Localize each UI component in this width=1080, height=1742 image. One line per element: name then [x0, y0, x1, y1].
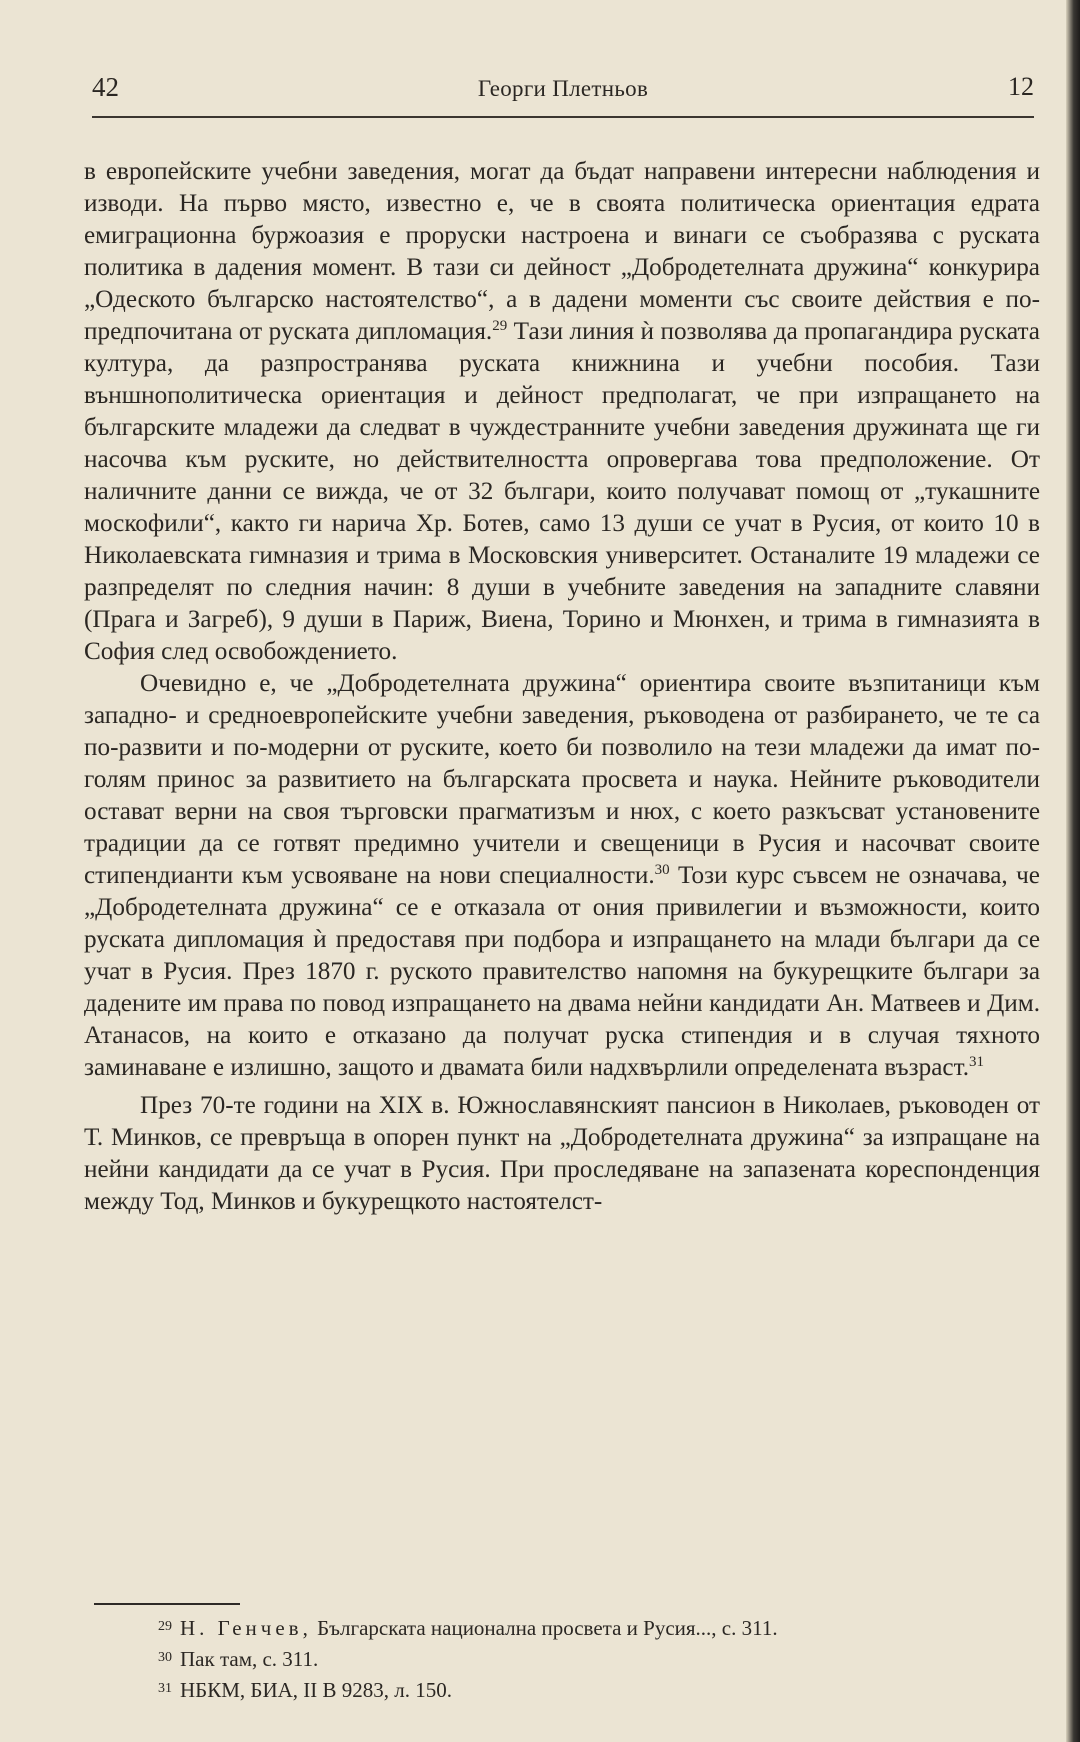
footnote-ref-31[interactable]: 31	[969, 1054, 984, 1070]
footnote-number: 30	[158, 1650, 172, 1665]
header-rule	[92, 116, 1034, 118]
footnote-number: 31	[158, 1681, 172, 1696]
footnote-31	[158, 1674, 1048, 1705]
footnote-30	[158, 1643, 1048, 1674]
footnote-number: 29	[158, 1619, 172, 1634]
running-title: Георги Плетньов	[477, 76, 649, 101]
paragraph-text: Този курс съвсем не означава, че „Добродетелната дружина“ се е отказала от ония привилегии и възможности, които руската дипломация ѝ предоставя при подбора и изпращането на млади българи да се учат в Русия. През 1870 г. руското правителство напомня на букурещките българи за дадените им права по повод изпращането на двама нейни кандидати Ан. Матвеев и Дим. Атанасов, на които е отказано да получат руска стипендия и в случая тяхното заминаване е излишно, защото и двамата били надхвърлили определената възраст.	[84, 862, 1040, 1081]
paragraph-2	[84, 668, 1040, 1084]
footnote-29	[158, 1612, 1048, 1643]
page-header	[92, 72, 1034, 112]
footnote-text: Българската национална просвета и Русия..., с. 311.	[311, 1616, 778, 1640]
footnote-rule	[94, 1603, 240, 1605]
page-number: 42	[92, 72, 119, 102]
footnote-author: Н. Генчев,	[180, 1616, 312, 1640]
paragraph-text: През 70-те години на XIX в. Южнославянският пансион в Николаев, ръководен от Т. Минков, се превръща в опорен пункт на „Добродетелната дружина“ за изпращане на нейни кандидати да се учат в Русия. При проследяване на запазената кореспонденция между Тод, Минков и букурещкото настоятелст-	[84, 1092, 1040, 1215]
paragraph-1	[84, 156, 1040, 668]
paragraph-3	[84, 1090, 1040, 1218]
paragraph-text: Тази линия ѝ позволява да пропагандира руската култура, да разпространява руската книжнина и учебни пособия. Тази външнополитическа ориентация и дейност предполагат, че при изпращането на българските младежи да следват в чуждестранните учебни заведения дружината ще ги насочва към руските, но действителността опровергава това предположение. От наличните данни се вижда, че от 32 българи, които получават помощ от „тукашните москофили“, както ги нарича Хр. Ботев, само 13 души се учат в Русия, от които 10 в Николаевската гимназия и трима в Московския университет. Останалите 19 младежи се разпределят по следния начин: 8 души в учебните заведения на западните славяни (Прага и Загреб), 9 души в Париж, Виена, Торино и Мюнхен, и трима в гимназията в София след освобождението.	[84, 318, 1040, 665]
chapter-number: 12	[1008, 72, 1034, 101]
main-text	[84, 156, 1040, 1218]
footnotes	[158, 1612, 1048, 1705]
footnote-ref-29[interactable]: 29	[492, 318, 508, 334]
paragraph-text: в европейските учебни заведения, могат да бъдат направени интересни наблюдения и изводи. На първо място, известно е, че в своята политическа ориентация едрата емиграционна буржоазия е проруски настроена и винаги се съобразява с руската политика в дадения момент. В тази си дейност „Добродетелната дружина“ конкурира „Одеското българско настоятелство“, а в дадени моменти със своите действия е по-предпочитана от руската дипломация.	[84, 158, 1040, 345]
footnote-text: Пак там, с. 311.	[180, 1647, 319, 1671]
footnote-ref-30[interactable]: 30	[654, 862, 670, 878]
page-edge	[1066, 0, 1080, 1742]
footnote-text: НБКМ, БИА, II В 9283, л. 150.	[180, 1678, 453, 1702]
paragraph-text: Очевидно е, че „Добродетелната дружина“ ориентира своите възпитаници към западно- и средноевропейските учебни заведения, ръководена от разбирането, че те са по-развити и по-модерни от руските, което би позволило на тези младежи да имат по-голям принос за развитието на българската просвета и наука. Нейните ръководители остават верни на своя търговски прагматизъм и нюх, с което разкъсват установените традиции да се готвят предимно учители и свещеници в Русия и насочват своите стипендианти към усвояване на нови специалности.	[84, 670, 1040, 889]
